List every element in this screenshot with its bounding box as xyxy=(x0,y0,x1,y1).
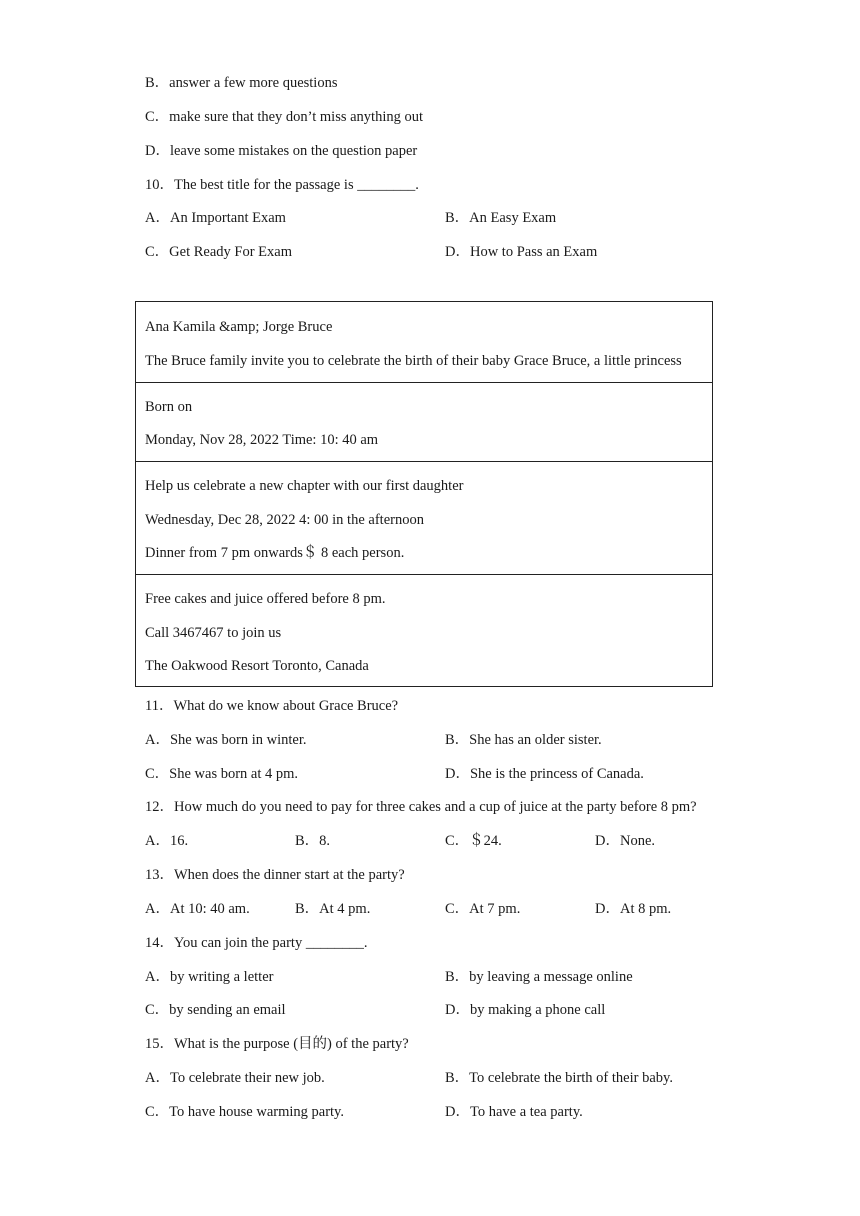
notice-dinner: Dinner from 7 pm onwards＄ 8 each person. xyxy=(145,545,405,561)
q12-question: 12．How much do you need to pay for three cakes and a cup of juice at the party before 8 pm? xyxy=(145,799,697,815)
q10-option-b: B．An Easy Exam xyxy=(445,210,557,226)
notice-call: Call 3467467 to join us xyxy=(145,625,282,641)
q11-option-c: C．She was born at 4 pm. xyxy=(145,766,299,782)
q15-option-a: A．To celebrate their new job. xyxy=(145,1070,325,1086)
q10-option-a: A．An Important Exam xyxy=(145,210,286,226)
notice-section-born xyxy=(136,382,712,462)
notice-help-line: Help us celebrate a new chapter with our first daughter xyxy=(145,478,464,494)
q12-option-b: B．8. xyxy=(295,833,331,849)
notice-invite-text: The Bruce family invite you to celebrate the birth of their baby Grace Bruce, a little princess xyxy=(145,353,682,369)
q13-option-b: B．At 4 pm. xyxy=(295,901,371,917)
q14-option-b: B．by leaving a message online xyxy=(445,969,633,985)
q15-option-d: D．To have a tea party. xyxy=(445,1104,583,1120)
invitation-notice xyxy=(135,301,713,687)
q11-option-d: D．She is the princess of Canada. xyxy=(445,766,644,782)
q10-question: 10．The best title for the passage is ________. xyxy=(145,177,419,193)
notice-born-label: Born on xyxy=(145,399,193,415)
q13-question: 13．When does the dinner start at the party? xyxy=(145,867,405,883)
q10-option-c: C．Get Ready For Exam xyxy=(145,244,292,260)
q15-option-c: C．To have house warming party. xyxy=(145,1104,344,1120)
q14-option-a: A．by writing a letter xyxy=(145,969,274,985)
q14-option-c: C．by sending an email xyxy=(145,1002,286,1018)
q13-option-c: C．At 7 pm. xyxy=(445,901,521,917)
q15-option-b: B．To celebrate the birth of their baby. xyxy=(445,1070,673,1086)
q13-option-a: A．At 10: 40 am. xyxy=(145,901,250,917)
q12-option-c: C．＄24. xyxy=(445,833,502,849)
q9-option-c: C．make sure that they don’t miss anything out xyxy=(145,109,424,125)
q9-option-b: B．answer a few more questions xyxy=(145,75,338,91)
q14-option-d: D．by making a phone call xyxy=(445,1002,606,1018)
notice-venue: The Oakwood Resort Toronto, Canada xyxy=(145,658,369,674)
q11-option-a: A．She was born in winter. xyxy=(145,732,307,748)
q9-option-d: D．leave some mistakes on the question paper xyxy=(145,143,418,159)
q12-option-a: A．16. xyxy=(145,833,189,849)
notice-born-date: Monday, Nov 28, 2022 Time: 10: 40 am xyxy=(145,432,379,448)
notice-section-party xyxy=(136,461,712,575)
q12-option-d: D．None. xyxy=(595,833,656,849)
q11-option-b: B．She has an older sister. xyxy=(445,732,602,748)
q11-question: 11．What do we know about Grace Bruce? xyxy=(145,698,399,714)
notice-section-details xyxy=(136,574,712,687)
q15-question: 15．What is the purpose (目的) of the party? xyxy=(145,1036,409,1052)
notice-names: Ana Kamila &amp; Jorge Bruce xyxy=(145,319,333,335)
q10-option-d: D．How to Pass an Exam xyxy=(445,244,598,260)
q14-question: 14．You can join the party ________. xyxy=(145,935,368,951)
notice-party-date: Wednesday, Dec 28, 2022 4: 00 in the afternoon xyxy=(145,512,424,528)
notice-free-offer: Free cakes and juice offered before 8 pm. xyxy=(145,591,386,607)
notice-section-invite xyxy=(136,302,712,382)
q13-option-d: D．At 8 pm. xyxy=(595,901,672,917)
